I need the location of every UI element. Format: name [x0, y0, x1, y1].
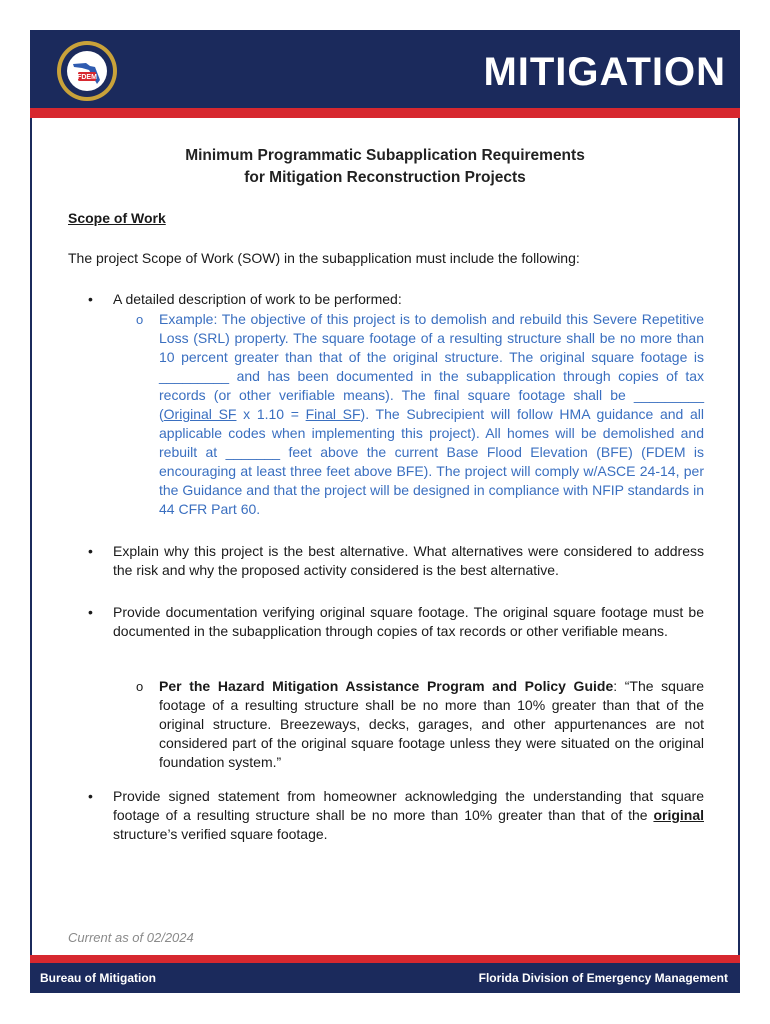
example-sub-bullet [68, 310, 704, 519]
policy-guide-title: Per the Hazard Mitigation Assistance Program and Policy Guide [159, 678, 614, 694]
bullet-4-text-2: structure’s verified square footage. [113, 826, 328, 842]
title-line-1: Minimum Programmatic Subapplication Requirements [185, 147, 585, 164]
bullet-3-text: Provide documentation verifying original square footage. The original square footage must be documented in the subapplication through copies of tax records or other verifiable means. [113, 604, 704, 639]
sub-bullet-ring: o [136, 679, 144, 694]
final-sf-link: Final SF [305, 406, 361, 422]
header-title: MITIGATION [483, 50, 726, 94]
sub-bullet-ring: o [136, 312, 144, 327]
footer-red-stripe [30, 955, 740, 963]
example-mult: x 1.10 = [236, 406, 306, 422]
intro-paragraph: The project Scope of Work (SOW) in the subapplication must include the following: [68, 250, 580, 266]
original-sf-link: Original SF [163, 406, 237, 422]
fdem-seal-logo [56, 40, 118, 102]
bullet-dot: • [88, 543, 93, 559]
title-line-2: for Mitigation Reconstruction Projects [244, 169, 526, 186]
bullet-dot: • [88, 604, 93, 620]
example-text-2: ). The Subrecipient will follow HMA guidance and all applicable codes when implementing this project). All homes will be demolished and rebuilt at _______ feet above the current Base Flood Elevation (BFE) (FDEM is encouraging at least three feet above BFE). The project will comply w/ASCE 24-14, per the Guidance and that the project will be designed in compliance with NFIP standards in 44 CFR Part 60. [159, 406, 704, 517]
section-heading: Scope of Work [68, 210, 166, 226]
bullet-1-text: A detailed description of work to be performed: [113, 291, 402, 307]
footer-band [30, 963, 740, 993]
bullet-2-text: Explain why this project is the best alternative. What alternatives were considered to address the risk and why the proposed activity considered is the best alternative. [113, 543, 704, 578]
document-title [30, 145, 740, 189]
bullet-2 [68, 542, 704, 580]
current-as-of: Current as of 02/2024 [68, 930, 194, 945]
logo-text: FDEM [77, 74, 97, 82]
bullet-4-original: original [653, 807, 704, 823]
footer-division: Florida Division of Emergency Management [478, 971, 728, 985]
bullet-dot: • [88, 788, 93, 804]
footer-bureau: Bureau of Mitigation [40, 971, 156, 985]
example-text-1: Example: The objective of this project is to demolish and rebuild this Severe Repetitive Loss (SRL) property. The square footage of a resulting structure shall be no more than 10 percent greater than that of the original structure. The original square footage is _________ and has been documented in the subapplication through copies of tax records (or other verifiable means). The final square footage shall be _________ ( [159, 311, 704, 422]
bullet-3 [68, 603, 704, 641]
policy-guide-quote: : “The square footage of a resulting structure shall be no more than 10% greater than that of the original structure. Breezeways, decks, garages, and other appurtenances are not considered part of the original square footage unless they were situated on the original foundation system.” [159, 678, 704, 770]
bullet-1 [68, 290, 704, 309]
header-red-stripe [30, 108, 740, 118]
bullet-4 [68, 787, 704, 844]
policy-guide-sub-bullet [68, 677, 704, 772]
bullet-4-text-1: Provide signed statement from homeowner acknowledging the understanding that square footage of a resulting structure shall be no more than 10% greater than that of the [113, 788, 704, 823]
bullet-dot: • [88, 291, 93, 307]
